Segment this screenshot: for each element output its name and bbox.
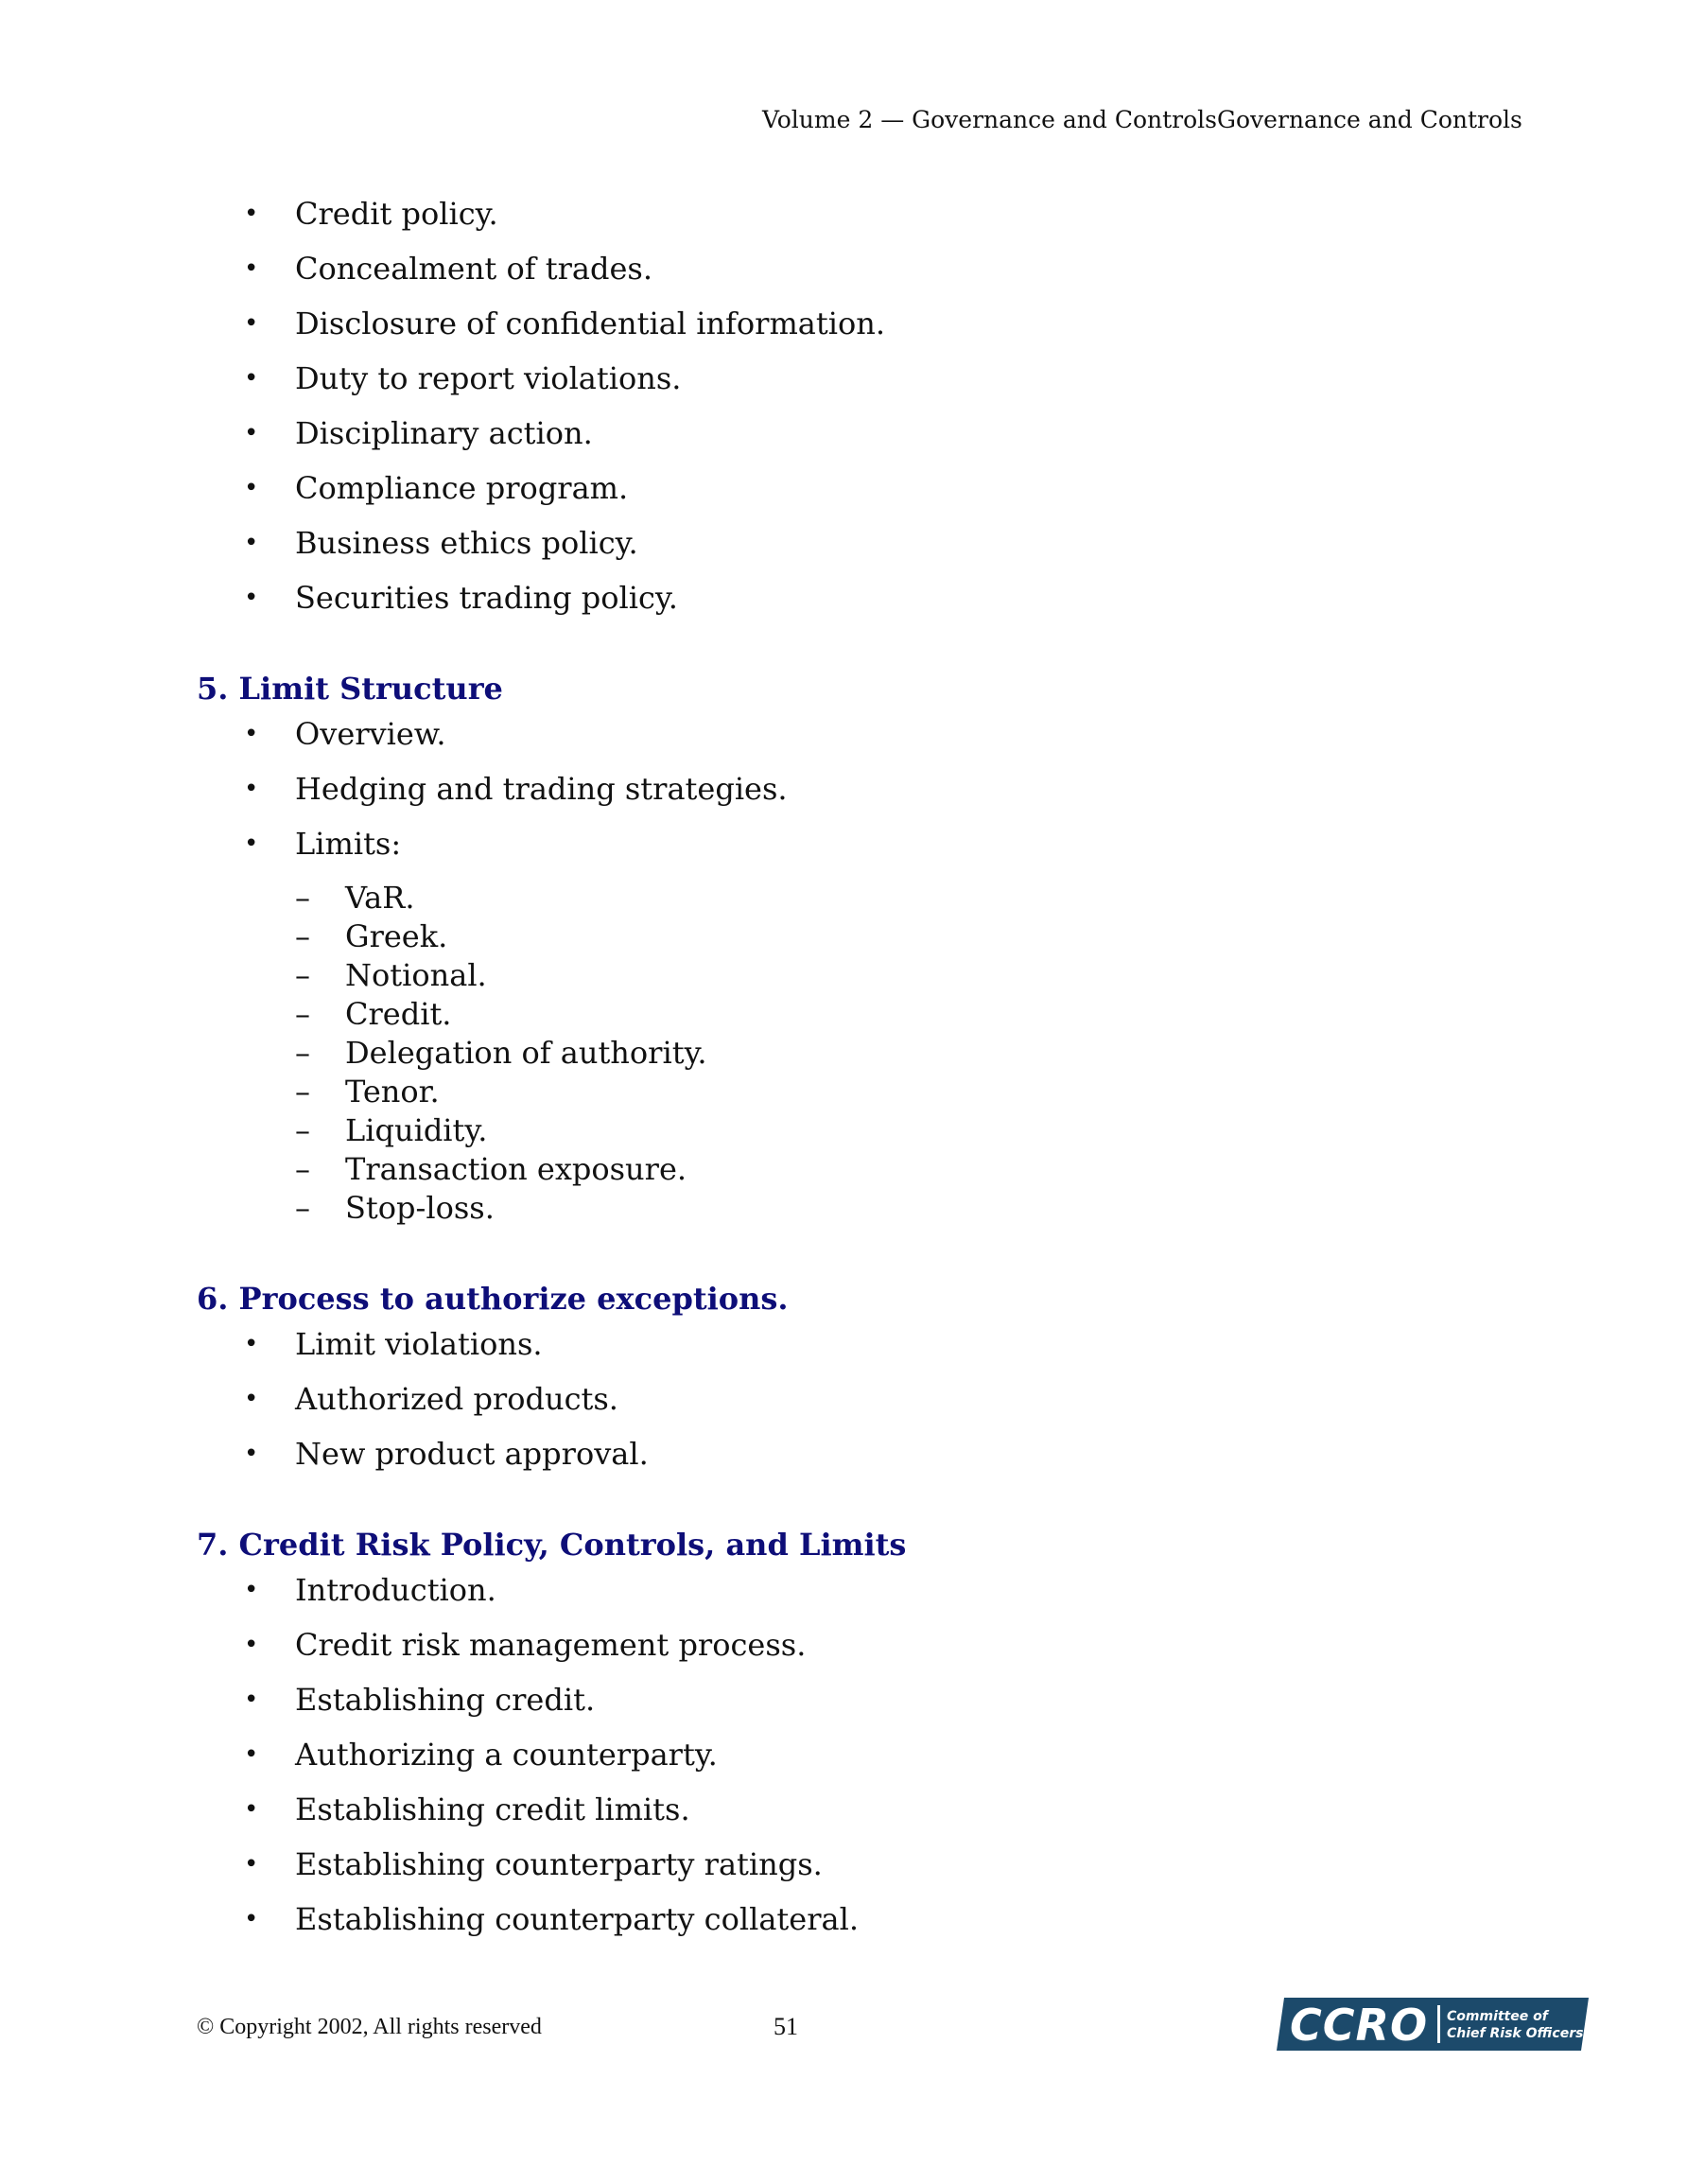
bullet-icon: •: [244, 830, 259, 858]
sublist-item: [197, 1111, 1521, 1150]
dash-icon: –: [295, 1035, 310, 1071]
sublist-item: [197, 956, 1521, 995]
bullet-icon: •: [244, 364, 259, 393]
list-item: [197, 1735, 1521, 1774]
bullet-icon: •: [244, 1631, 259, 1659]
section-heading-exceptions: 6. Process to authorize exceptions.: [197, 1281, 789, 1317]
page-number: 51: [774, 2013, 798, 2040]
dash-icon: –: [295, 1151, 310, 1187]
list-item: [197, 578, 1521, 618]
ccro-logo: [1277, 1998, 1589, 2051]
list-item-text: Authorized products.: [295, 1381, 618, 1417]
list-item: [197, 468, 1521, 508]
list-item: [197, 769, 1521, 809]
list-item-text: Disclosure of confidential information.: [295, 306, 886, 341]
sublist-item-text: VaR.: [345, 880, 415, 916]
sublist-item-text: Stop-loss.: [345, 1190, 495, 1226]
logo-divider: [1437, 2005, 1440, 2043]
list-item-text: Overview.: [295, 716, 446, 752]
bullet-icon: •: [244, 1905, 259, 1933]
list-item: [197, 249, 1521, 288]
list-item-text: Credit policy.: [295, 196, 498, 232]
sublist-item-text: Greek.: [345, 918, 448, 954]
copyright-notice: © Copyright 2002, All rights reserved: [197, 2015, 542, 2039]
bullet-icon: •: [244, 1850, 259, 1878]
document-body: [197, 194, 1521, 1954]
intro-bullet-list: [197, 194, 1521, 618]
limit-structure-list: [197, 714, 1521, 864]
sublist-item-text: Transaction exposure.: [345, 1151, 687, 1187]
logo-letters: CCRO: [1290, 2000, 1429, 2051]
dash-icon: –: [295, 880, 310, 916]
dash-icon: –: [295, 996, 310, 1032]
bullet-icon: •: [244, 1740, 259, 1769]
list-item-text: Establishing credit limits.: [295, 1791, 690, 1827]
list-item-text: Securities trading policy.: [295, 580, 678, 616]
list-item: [197, 1625, 1521, 1665]
dash-icon: –: [295, 1074, 310, 1109]
bullet-icon: •: [244, 254, 259, 283]
list-item-text: Limits:: [295, 826, 402, 862]
sublist-item-text: Delegation of authority.: [345, 1035, 707, 1071]
sublist-item: [197, 1189, 1521, 1228]
list-item: [197, 523, 1521, 563]
sublist-item: [197, 1150, 1521, 1189]
list-item-text: Business ethics policy.: [295, 525, 638, 561]
list-item-text: Hedging and trading strategies.: [295, 771, 788, 807]
dash-icon: –: [295, 957, 310, 993]
list-item: [197, 1790, 1521, 1829]
bullet-icon: •: [244, 1385, 259, 1413]
running-header: Volume 2 — Governance and ControlsGovernance and Controls: [762, 106, 1522, 133]
list-item: [197, 1434, 1521, 1474]
bullet-icon: •: [244, 775, 259, 803]
list-item-text: Duty to report violations.: [295, 360, 682, 396]
list-item: [197, 194, 1521, 234]
bullet-icon: •: [244, 200, 259, 228]
list-item-text: Authorizing a counterparty.: [295, 1737, 718, 1773]
list-item-text: Disciplinary action.: [295, 415, 593, 451]
bullet-icon: •: [244, 720, 259, 748]
exceptions-list: [197, 1324, 1521, 1474]
list-item: [197, 1899, 1521, 1939]
sublist-item: [197, 879, 1521, 917]
dash-icon: –: [295, 1190, 310, 1226]
dash-icon: –: [295, 918, 310, 954]
list-item: [197, 1680, 1521, 1720]
list-item: [197, 824, 1521, 864]
list-item: [197, 1324, 1521, 1364]
bullet-icon: •: [244, 529, 259, 557]
list-item: [197, 358, 1521, 398]
list-item: [197, 1379, 1521, 1419]
list-item-text: Establishing credit.: [295, 1682, 596, 1718]
sublist-item: [197, 1073, 1521, 1111]
bullet-icon: •: [244, 309, 259, 338]
sublist-item: [197, 995, 1521, 1034]
list-item-text: Introduction.: [295, 1572, 496, 1608]
bullet-icon: •: [244, 419, 259, 447]
list-item-text: Credit risk management process.: [295, 1627, 807, 1663]
bullet-icon: •: [244, 1795, 259, 1824]
sublist-item-text: Tenor.: [345, 1074, 440, 1109]
list-item: [197, 413, 1521, 453]
section-heading-limit-structure: 5. Limit Structure: [197, 671, 503, 707]
list-item-text: New product approval.: [295, 1436, 649, 1472]
bullet-icon: •: [244, 1576, 259, 1604]
section-heading-credit-risk: 7. Credit Risk Policy, Controls, and Limits: [197, 1527, 907, 1563]
list-item: [197, 1844, 1521, 1884]
list-item-text: Limit violations.: [295, 1326, 543, 1362]
limits-sublist: [197, 879, 1521, 1228]
bullet-icon: •: [244, 584, 259, 612]
list-item: [197, 304, 1521, 343]
sublist-item-text: Liquidity.: [345, 1112, 488, 1148]
bullet-icon: •: [244, 1330, 259, 1358]
list-item-text: Compliance program.: [295, 470, 629, 506]
sublist-item: [197, 1034, 1521, 1073]
list-item-text: Concealment of trades.: [295, 251, 652, 287]
list-item: [197, 714, 1521, 754]
credit-risk-list: [197, 1570, 1521, 1939]
dash-icon: –: [295, 1112, 310, 1148]
logo-line2: Chief Risk Officers: [1447, 2026, 1584, 2041]
list-item-text: Establishing counterparty ratings.: [295, 1846, 823, 1882]
sublist-item: [197, 917, 1521, 956]
bullet-icon: •: [244, 1686, 259, 1714]
sublist-item-text: Credit.: [345, 996, 452, 1032]
sublist-item-text: Notional.: [345, 957, 487, 993]
bullet-icon: •: [244, 474, 259, 502]
list-item-text: Establishing counterparty collateral.: [295, 1901, 859, 1937]
bullet-icon: •: [244, 1440, 259, 1468]
list-item: [197, 1570, 1521, 1610]
logo-line1: Committee of: [1447, 2009, 1548, 2024]
